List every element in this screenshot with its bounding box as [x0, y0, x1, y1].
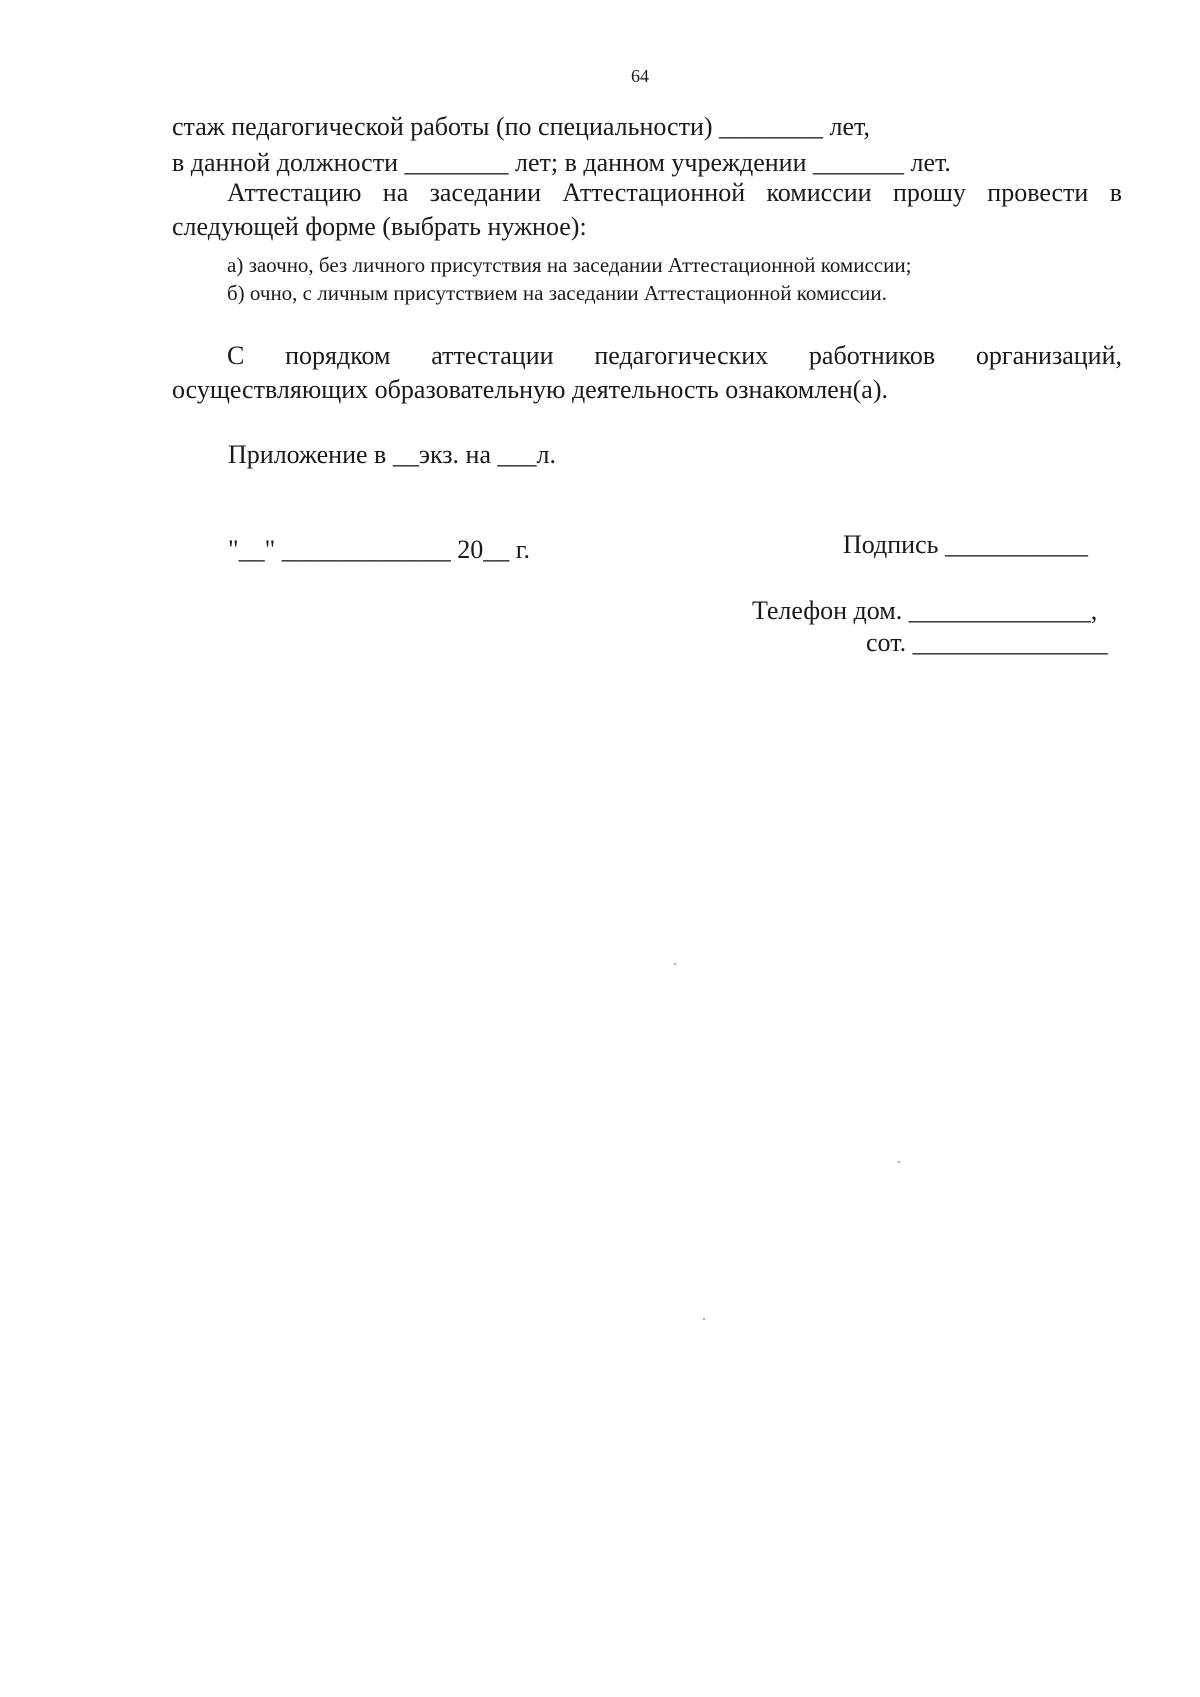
seniority-position-line: в данной должности ________ лет; в данном учреждении _______ лет. [172, 148, 951, 177]
attestation-request-paragraph: Аттестацию на заседании Аттестационной комиссии прошу провести в следующей форме (выбрать нужное): [172, 178, 1122, 241]
page-number: 64 [631, 66, 649, 86]
scan-speck [674, 963, 676, 965]
option-b-item: б) очно, с личным присутствием на заседании Аттестационной комиссии. [227, 281, 887, 305]
signature-line: Подпись ___________ [843, 530, 1088, 559]
phone-mobile-line: сот. _______________ [866, 628, 1108, 657]
phone-home-line: Телефон дом. ______________, [752, 596, 1098, 625]
scan-speck [898, 1161, 900, 1163]
scan-speck [703, 1318, 705, 1320]
appendix-line: Приложение в __экз. на ___л. [228, 440, 556, 469]
acknowledgement-paragraph: С порядком аттестации педагогических работников организаций, осуществляющих образовательную деятельность ознакомлен(а). [172, 341, 1122, 404]
date-line: "__" _____________ 20__ г. [228, 535, 530, 564]
seniority-specialty-line: стаж педагогической работы (по специальности) ________ лет, [172, 112, 870, 141]
option-a-item: а) заочно, без личного присутствия на заседании Аттестационной комиссии; [227, 253, 912, 277]
